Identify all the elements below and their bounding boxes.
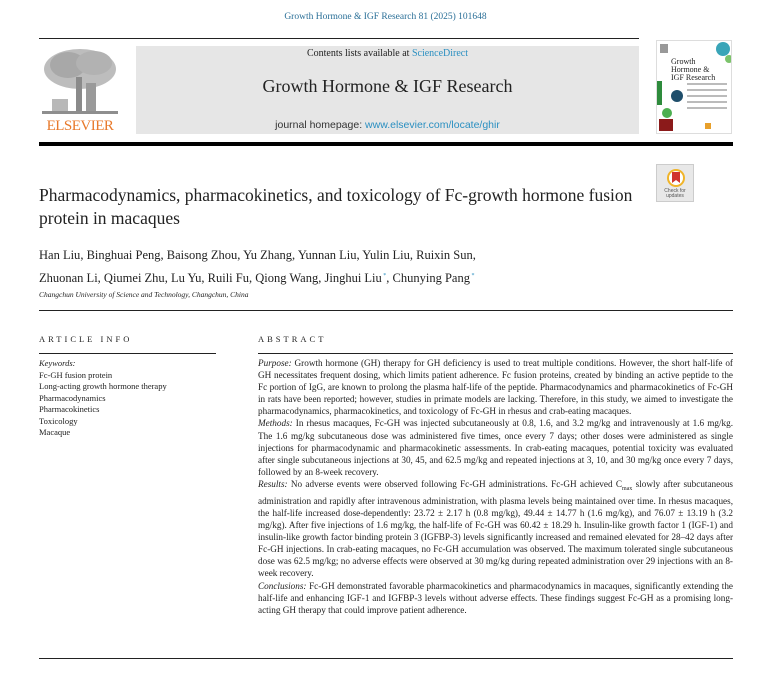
author-name[interactable]: Baisong Zhou [166,248,238,262]
homepage-prefix: journal homepage: [275,119,366,131]
author-name[interactable]: Han Liu [39,248,81,262]
cover-title-line: Hormone & [671,65,710,74]
corresponding-author-mark[interactable]: * [469,273,475,279]
journal-cover-thumbnail[interactable] [656,40,732,134]
author-separator: , [248,271,256,286]
article-info-divider [39,353,216,354]
article-title: Pharmacodynamics, pharmacokinetics, and toxicology of Fc-growth hormone fusion protein in macaques [39,185,633,228]
author-separator: , [292,248,298,262]
check-for-updates-icon [666,168,686,188]
keywords-list [39,358,239,439]
author-separator: , [237,248,244,262]
check-label-line: updates [666,193,684,199]
abstract-section-label: Purpose: [258,358,292,368]
keyword-item: Fc-GH fusion protein [39,369,113,380]
author-name[interactable]: Ruixin Sun [416,248,473,262]
author-name[interactable]: Yulin Liu [362,248,410,262]
check-label-line: Check for [664,188,686,194]
top-divider [39,38,639,39]
author-name[interactable]: Ruili Fu [207,271,249,286]
author-list [39,245,659,289]
abstract-section-label: Results: [258,478,288,489]
elsevier-wordmark: ELSEVIER [46,118,114,134]
author-separator: , [356,248,363,262]
homepage-line [136,119,639,131]
contents-line [136,48,639,59]
keyword-item: Toxicology [39,415,78,426]
author-name[interactable]: Binghuai Peng [86,248,161,262]
cover-title [671,58,715,82]
keyword-item: Macaque [39,427,71,437]
header-thick-divider [39,142,733,146]
author-name[interactable]: Qiong Wang [255,271,319,286]
section-divider [39,310,733,311]
keywords-label: Keywords: [39,358,76,368]
author-separator: , [164,271,171,286]
author-separator: , [386,271,393,286]
author-separator: , [97,271,104,286]
check-for-updates-button[interactable] [656,164,694,202]
author-separator: , [409,248,417,262]
abstract-section-text: Growth hormone (GH) therapy for GH deficiency is used to treat multiple conditions. However, the short half-life of GH necessitates frequent dosing, which limits patient adherence. Fc fusion proteins, created by binding an active peptide to the Fc portion of IgG, are known to prolong the plasma half-life of the peptide. Pharmacodynamics and pharmacokinetics of Fc-GH in rats have been reported; however, studies in primate models are lacking. Therefore, in this study, we aimed to investigate the pharmacodynamics, pharmacokinetics, and toxicology of Fc-GH in rhesus and crab-eating macaques. [258,358,733,417]
keyword-item: Pharmacokinetics [39,404,100,414]
author-separator: , [201,271,208,286]
author-name[interactable]: Zhuonan Li [39,271,98,286]
author-name[interactable]: Yu Zhang [243,248,293,262]
elsevier-tree-icon [42,47,118,117]
cmax-subscript: max [621,485,633,492]
cover-art-icon [657,41,732,134]
author-name[interactable]: Jinghui Liu [324,271,382,286]
journal-homepage-link[interactable]: www.elsevier.com/locate/ghir [365,119,500,131]
abstract-results [258,478,733,580]
journal-citation-link[interactable]: Growth Hormone & IGF Research 81 (2025) 101648 [284,12,487,22]
cover-title-line: Growth [671,57,696,66]
author-separator: , [472,248,476,262]
author-affiliation: Changchun University of Science and Technology, Changchun, China [39,290,249,299]
abstract-body [258,357,733,616]
author-name[interactable]: Chunying Pang [392,271,470,286]
abstract-divider [258,353,733,354]
author-separator: , [318,271,325,286]
abstract-heading: ABSTRACT [258,334,327,344]
abstract-section-label: Conclusions: [258,580,307,591]
journal-title: Growth Hormone & IGF Research [262,76,513,96]
bottom-divider [39,658,733,659]
author-separator: , [160,248,167,262]
journal-masthead [136,46,639,134]
cover-title-line: IGF Research [671,73,716,82]
abstract-section-label: Methods: [258,418,293,429]
keyword-item: Pharmacodynamics [39,392,106,403]
contents-prefix: Contents lists available at [306,48,412,59]
elsevier-logo[interactable] [39,45,121,135]
author-separator: , [80,248,87,262]
abstract-methods [258,417,733,477]
author-name[interactable]: Qiumei Zhu [103,271,165,286]
abstract-purpose [258,357,733,417]
check-for-updates-label [657,189,693,199]
article-info-heading: ARTICLE INFO [39,334,133,344]
abstract-section-text: No adverse events were observed following Fc-GH administrations. Fc-GH achieved C [287,478,622,489]
corresponding-author-mark[interactable]: * [381,273,387,279]
abstract-section-text: slowly after subcutaneous administration and rapidly after intravenous administration, with plasma levels being maintained over time. In rhesus macaques, the half-life increased dose-dependently: 23.72 ± 2.17 h (0.8 mg/kg), 49.44 ± 14.77 h (1.6 mg/kg), and 76.07 ± 13.19 h (3.2 mg/kg). After five injections of 1.6 mg/kg, the half-life of Fc-GH was 60.42 ± 18.29 h. Insulin-like growth factor 1 (IGF-1) and insulin-like growth factor binding protein 3 (IGFBP-3) levels significantly increased and remained elevated for 28–42 days after Fc-GH injections. In crab-eating macaques, no Fc-GH accumulation was observed. The maximum tolerated single subcutaneous dose was 62.5 mg/kg; no adverse effects were observed at 30 mg/kg during repeated administration over 29 injections with an 8-week recovery. [258,478,733,579]
keyword-item: Long-acting growth hormone therapy [39,381,167,391]
abstract-conclusions [258,580,733,616]
author-name[interactable]: Yunnan Liu [297,248,357,262]
sciencedirect-link[interactable]: ScienceDirect [411,48,469,59]
author-name[interactable]: Lu Yu [170,271,202,286]
abstract-section-text: In rhesus macaques, Fc-GH was injected subcutaneously at 0.8, 1.6, and 3.2 mg/kg and intravenously at 1.6 mg/kg. The 1.6 mg/kg subcutaneous dose was administered five times, once every 7 days; other doses were administered as single injections for pharmacodynamic and pharmacokinetic assessments. In crab-eating macaques, potential toxicity was evaluated after single subcutaneous injections at 30, 45, and 62.5 mg/kg and repeated injections at 3, 10, and 30 mg/kg once every 7 days, followed by an 8-week recovery. [258,418,733,477]
abstract-section-text: Fc-GH demonstrated favorable pharmacokinetics and pharmacodynamics in macaques, significantly extending the half-life and enhancing IGF-1 and IGFBP-3 levels without adverse effects. These findings suggest Fc-GH as a promising long-acting GH therapy that could improve patient adherence. [258,580,733,615]
